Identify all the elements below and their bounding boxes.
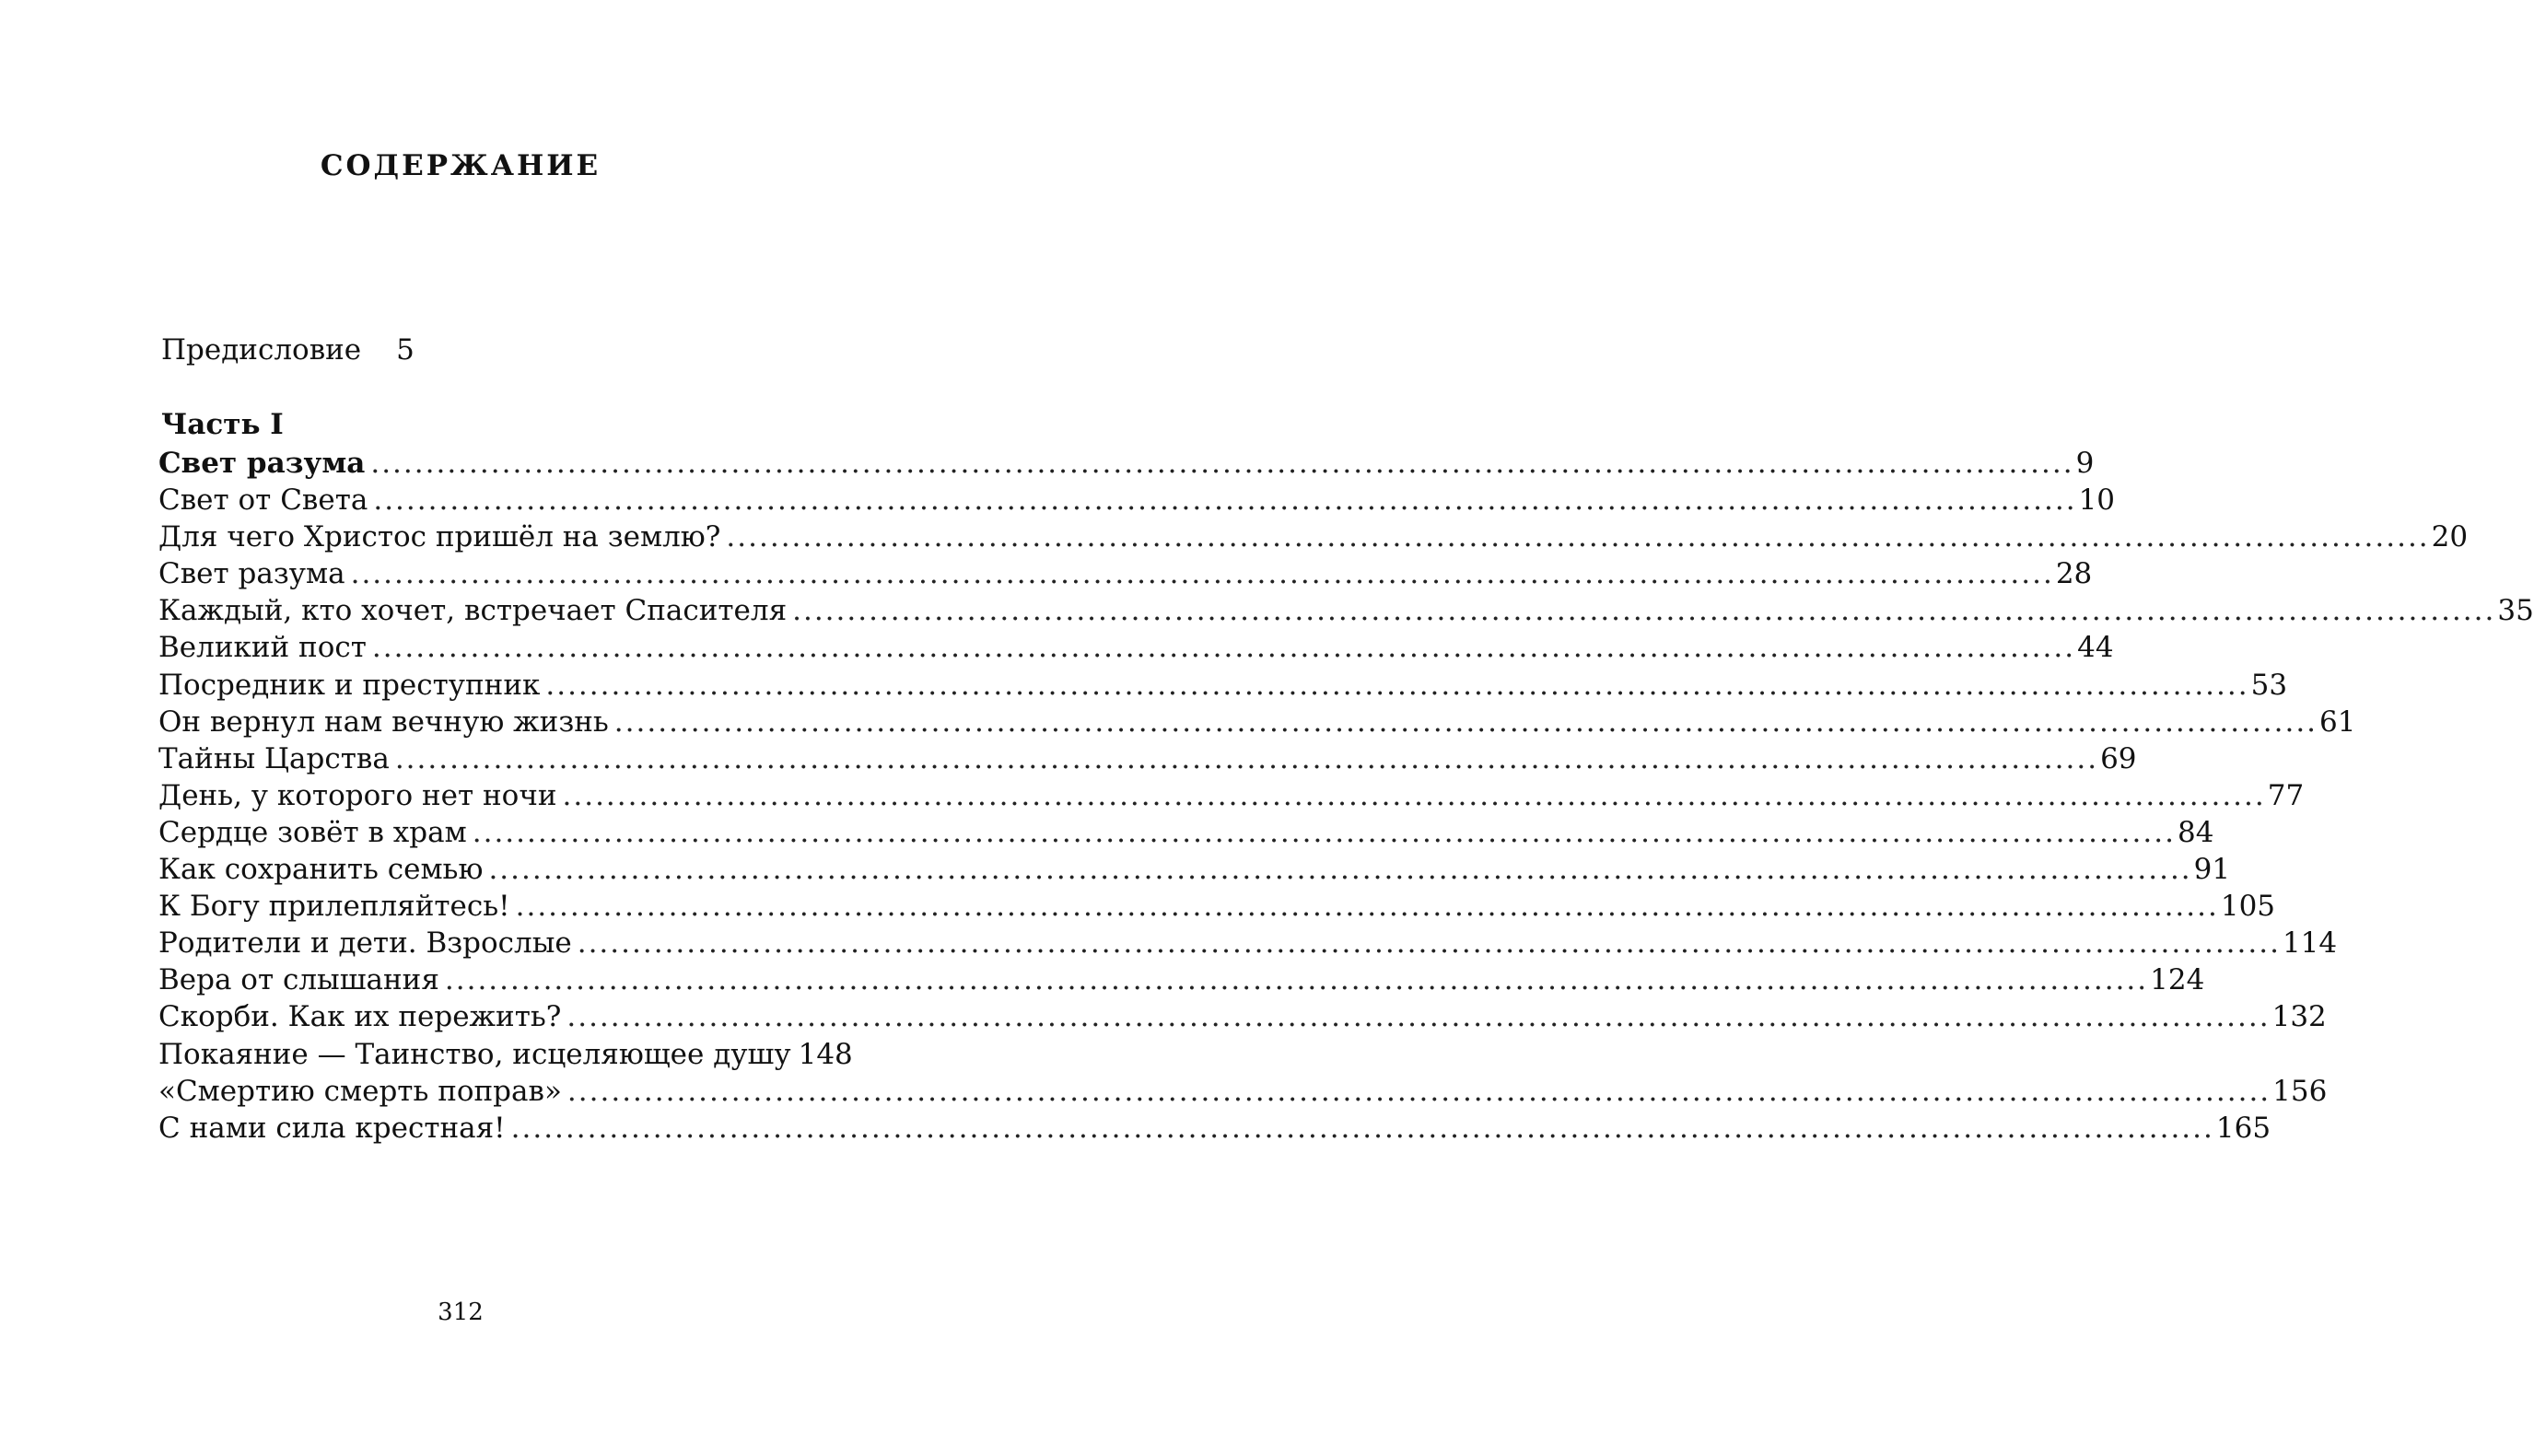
toc-entry-title: Скорби. Как их пережить? [158, 1000, 562, 1034]
toc-entry[interactable] [158, 777, 2305, 814]
toc-entry-title: День, у которого нет ночи [158, 778, 557, 812]
dot-leader [373, 482, 2076, 518]
toc-entry-title: Каждый, кто хочет, встречает Спасителя [158, 594, 788, 628]
dot-leader [726, 518, 2429, 555]
toc-entry-page: 105 [2220, 890, 2276, 924]
toc-entry-page: 20 [2431, 520, 2469, 554]
toc-entry[interactable] [158, 851, 2231, 888]
toc-entry[interactable] [158, 998, 2327, 1035]
toc-entry-title: Свет разума [158, 557, 345, 591]
toc-entry-page: 77 [2267, 778, 2305, 812]
dot-leader [351, 555, 2054, 592]
toc-entry[interactable] [158, 814, 2214, 851]
toc-entry-page: 84 [2177, 815, 2214, 849]
toc-entry-title: Свет от Света [158, 483, 368, 518]
toc-entry[interactable] [158, 961, 2205, 998]
toc-entry-title: К Богу прилепляйтесь! [158, 890, 510, 924]
toc-entry-page: 10 [2078, 483, 2116, 518]
toc-entry[interactable] [158, 555, 2093, 592]
dot-leader [792, 592, 2495, 629]
dot-leader [563, 777, 2266, 814]
toc-list [158, 445, 2534, 1147]
toc-entry-title: Посредник и преступник [158, 668, 541, 702]
toc-entry-title: С нами сила крестная! [158, 1111, 506, 1145]
toc-entry-page: 9 [2075, 447, 2095, 480]
toc-entry[interactable] [158, 704, 2356, 740]
toc-entry[interactable] [158, 445, 2095, 482]
toc-entry-page: 91 [2193, 853, 2231, 887]
toc-entry-page: 28 [2055, 557, 2093, 591]
dot-leader [372, 629, 2075, 666]
toc-entry-page: 35 [2497, 594, 2534, 628]
toc-entry-page: 61 [2319, 705, 2356, 739]
toc-preface[interactable] [161, 333, 415, 367]
toc-entry-page: 148 [798, 1037, 853, 1071]
toc-entry-page: 53 [2250, 668, 2288, 702]
toc-entry-title: Великий пост [158, 631, 367, 665]
toc-entry[interactable] [158, 592, 2534, 629]
dot-leader [488, 851, 2191, 888]
toc-entry-page: 124 [2150, 963, 2205, 997]
toc-entry-title: Вера от слышания [158, 963, 439, 997]
toc-entry-title: Как сохранить семью [158, 853, 484, 887]
dot-leader [545, 667, 2248, 704]
toc-entry-page: 156 [2272, 1074, 2328, 1108]
dot-leader [370, 445, 2073, 482]
toc-entry[interactable] [158, 925, 2338, 961]
page-number: 312 [438, 1299, 484, 1326]
toc-entry-title: Он вернул нам вечную жизнь [158, 705, 609, 739]
toc-entry-page: 165 [2215, 1111, 2271, 1145]
toc-entry[interactable] [158, 1036, 853, 1073]
toc-entry-title: Тайны Царства [158, 741, 390, 775]
toc-entry-title: Покаяние — Таинство, исцеляющее душу [158, 1037, 791, 1071]
dot-leader [578, 925, 2281, 961]
toc-entry-title: Родители и дети. Взрослые [158, 926, 572, 961]
toc-entry-title: Для чего Христос пришёл на землю? [158, 520, 721, 554]
toc-entry[interactable] [158, 629, 2114, 666]
dot-leader [511, 1110, 2214, 1147]
toc-entry[interactable] [158, 888, 2276, 925]
preface-page-number: 5 [396, 333, 415, 367]
toc-entry-page: 114 [2282, 926, 2338, 961]
toc-entry-title: Сердце зовёт в храм [158, 815, 467, 849]
dot-leader [516, 888, 2219, 925]
toc-entry-page: 69 [2100, 741, 2137, 775]
dot-leader [445, 961, 2148, 998]
part-heading: Часть I [161, 408, 284, 441]
dot-leader [473, 814, 2176, 851]
toc-entry-title: «Смертию смерть поправ» [158, 1074, 562, 1108]
toc-entry[interactable] [158, 667, 2288, 704]
toc-entry[interactable] [158, 482, 2116, 518]
toc-entry[interactable] [158, 518, 2469, 555]
dot-leader [567, 1073, 2271, 1110]
toc-entry-title: Свет разума [158, 447, 366, 480]
toc-entry[interactable] [158, 1073, 2328, 1110]
toc-entry-page: 44 [2077, 631, 2114, 665]
page-title: СОДЕРЖАНИЕ [320, 149, 601, 182]
toc-entry[interactable] [158, 740, 2137, 777]
toc-entry-page: 132 [2271, 1000, 2327, 1034]
dot-leader [395, 740, 2098, 777]
dot-leader [614, 704, 2318, 740]
toc-entry[interactable] [158, 1110, 2271, 1147]
dot-leader [566, 998, 2270, 1035]
preface-title: Предисловие [161, 333, 362, 367]
